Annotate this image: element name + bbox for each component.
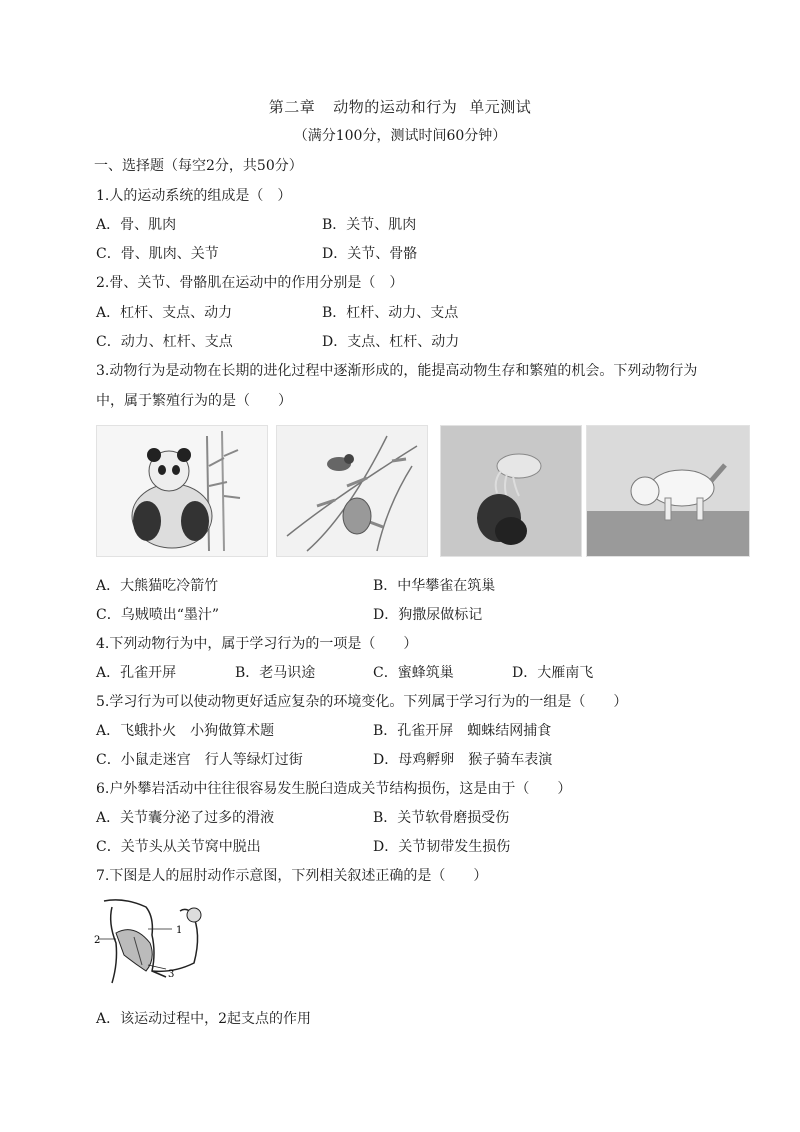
page-title [0,96,800,117]
elbow-flexion-diagram [94,893,214,989]
panda-image [96,425,268,557]
question-2-option-c[interactable]: C．动力、杠杆、支点 [96,334,233,350]
question-5-option-b[interactable]: B．孔雀开屏 蜘蛛结网捕食 [373,723,552,739]
squid-image [440,425,582,557]
question-6-option-a[interactable]: A．关节囊分泌了过多的滑液 [96,810,275,826]
question-2-option-b[interactable]: B．杠杆、动力、支点 [322,305,459,321]
question-4-option-c[interactable]: C．蜜蜂筑巢 [373,665,454,681]
page-subtitle: （满分100分，测试时间60分钟） [293,128,507,144]
chapter-name: 动物的运动和行为 [333,98,458,116]
question-3-option-b[interactable]: B．中华攀雀在筑巢 [373,578,496,594]
question-5-option-c[interactable]: C．小鼠走迷宫 行人等绿灯过街 [96,752,303,768]
question-2-option-a[interactable]: A．杠杆、支点、动力 [96,305,233,321]
question-5-stem: 5.学习行为可以使动物更好适应复杂的环境变化。下列属于学习行为的一组是（ ） [96,694,628,710]
question-1-option-b[interactable]: B．关节、肌肉 [322,217,417,233]
question-3-stem-line2: 中，属于繁殖行为的是（ ） [96,393,292,409]
question-7-stem: 7.下图是人的屈肘动作示意图，下列相关叙述正确的是（ ） [96,868,488,884]
question-6-stem: 6.户外攀岩活动中往往很容易发生脱臼造成关节结构损伤，这是由于（ ） [96,781,572,797]
question-3-stem-line1: 3.动物行为是动物在长期的进化过程中逐渐形成的，能提高动物生存和繁殖的机会。下列动物行为 [96,363,698,379]
question-3-option-a[interactable]: A．大熊猫吃冷箭竹 [96,578,219,594]
question-3-option-c[interactable]: C．乌贼喷出“墨汁” [96,607,220,623]
question-2-stem: 2.骨、关节、骨骼肌在运动中的作用分别是（ ） [96,275,404,291]
question-1-option-c[interactable]: C．骨、肌肉、关节 [96,246,219,262]
question-5-option-d[interactable]: D．母鸡孵卵 猴子骑车表演 [373,752,553,768]
question-7-option-a[interactable]: A．该运动过程中，2起支点的作用 [96,1011,312,1027]
question-4-stem: 4.下列动物行为中，属于学习行为的一项是（ ） [96,636,418,652]
question-4-option-d[interactable]: D．大雁南飞 [512,665,594,681]
dog-image [586,425,750,557]
question-4-option-a[interactable]: A．孔雀开屏 [96,665,177,681]
figure-label-2: 2 [94,935,101,946]
question-6-option-b[interactable]: B．关节软骨磨损受伤 [373,810,510,826]
figure-label-3: 3 [168,969,175,980]
question-4-option-b[interactable]: B．老马识途 [235,665,316,681]
bird-nest-image [276,425,428,557]
question-6-option-d[interactable]: D．关节韧带发生损伤 [373,839,511,855]
chapter-label: 第二章 [268,98,316,116]
test-label: 单元测试 [469,98,532,116]
question-3-option-d[interactable]: D．狗撒尿做标记 [373,607,483,623]
question-5-option-a[interactable]: A．飞蛾扑火 小狗做算术题 [96,723,275,739]
question-1-stem: 1.人的运动系统的组成是（ ） [96,188,292,204]
section-heading: 一、选择题（每空2分，共50分） [94,158,303,174]
question-6-option-c[interactable]: C．关节头从关节窝中脱出 [96,839,261,855]
question-2-option-d[interactable]: D．支点、杠杆、动力 [322,334,460,350]
question-1-option-a[interactable]: A．骨、肌肉 [96,217,177,233]
question-1-option-d[interactable]: D．关节、骨骼 [322,246,418,262]
figure-label-1: 1 [176,925,183,936]
